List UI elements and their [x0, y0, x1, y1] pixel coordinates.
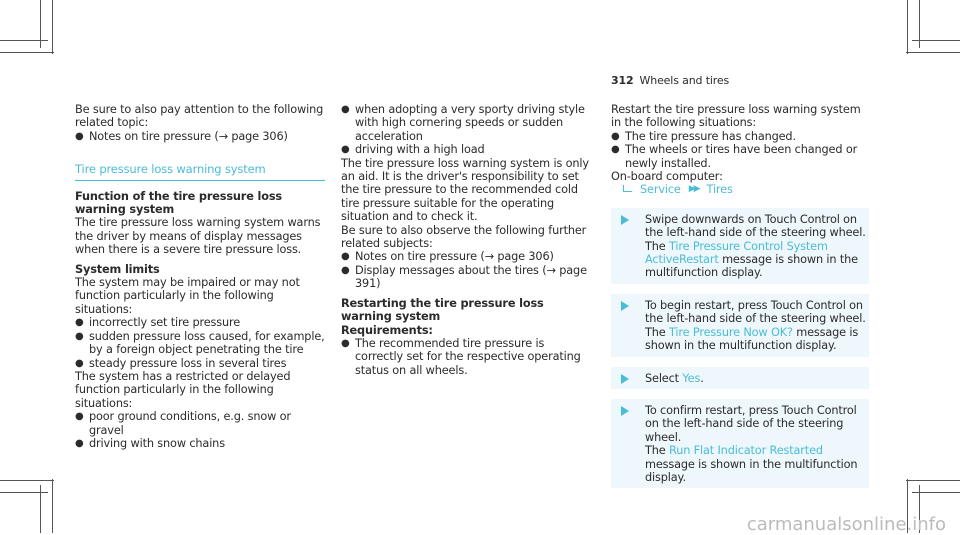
crop-mark: [0, 52, 54, 53]
step-arrow-icon: [621, 406, 629, 416]
restart-heading: Restarting the tire pressure loss warning system: [341, 296, 544, 324]
display-message: Run Flat Indicator Restarted: [669, 444, 823, 458]
list-item: ● driving with a high load: [341, 143, 485, 157]
section-name: Wheels and tires: [639, 74, 730, 87]
menu-arrow-icon: [623, 185, 632, 192]
menu-tires[interactable]: Tires: [706, 183, 733, 197]
step-4: To confirm restart, press Touch Control on the left-hand side of the steering wheel. The Run Flat Indicator Restarted message is shown in the multifunction display.: [611, 399, 869, 488]
column-1: [75, 103, 325, 450]
list-item: ● The recommended tire pressure is correctly set for the respective operating status on all wheels.: [341, 336, 581, 377]
list-item: ● steady pressure loss in several tires: [75, 356, 287, 370]
option-yes[interactable]: Yes: [682, 371, 701, 385]
column-3: [611, 103, 865, 488]
onboard-label: On-board computer:: [611, 170, 723, 184]
list-item: ● driving with snow chains: [75, 436, 225, 450]
page-number: 312: [611, 74, 634, 87]
watermark: carmanualsonline.info: [746, 513, 946, 535]
intro-text: Be sure to also pay attention to the following related topic:: [75, 103, 324, 130]
crop-mark: [912, 492, 960, 493]
double-chevron-icon: ▶▶: [688, 184, 699, 195]
function-heading: Function of the tire pressure loss warning system: [75, 189, 282, 217]
list-item: ● The wheels or tires have been changed or newly installed.: [611, 143, 858, 170]
list-item: ● Notes on tire pressure (→ page 306): [75, 129, 288, 143]
crop-mark: [52, 0, 53, 54]
crop-mark: [906, 52, 960, 53]
list-item: ● sudden pressure loss caused, for example, by a foreign object penetrating the tire: [75, 329, 325, 357]
page-header: [611, 74, 729, 87]
crop-mark: [52, 479, 53, 533]
section-title: Tire pressure loss warning system: [75, 162, 266, 177]
requirements-heading: Requirements:: [341, 323, 433, 337]
crop-mark: [0, 40, 48, 41]
display-message: Tire Pressure Now OK?: [669, 325, 793, 339]
menu-service[interactable]: Service: [640, 183, 681, 197]
crop-mark: [0, 492, 48, 493]
related-link[interactable]: Notes on tire pressure (→ page 306): [89, 129, 288, 143]
delay-intro: The system has a restricted or delayed function particularly in the following situations:: [75, 369, 291, 410]
divider: [75, 180, 325, 181]
list-item: ● Notes on tire pressure (→ page 306): [341, 250, 554, 264]
list-item: ● Display messages about the tires (→ page 391): [341, 263, 587, 291]
list-item: ● when adopting a very sporty driving style with high cornering speeds or sudden acceleration: [341, 103, 585, 143]
step-arrow-icon: [621, 374, 629, 384]
display-message: Tire Pressure Control System ActiveRestart: [645, 239, 828, 267]
list-item: ● incorrectly set tire pressure: [75, 316, 241, 330]
menu-path: [611, 183, 865, 196]
step-2: To begin restart, press Touch Control on the left-hand side of the steering wheel. The Tire Pressure Now OK? message is shown in the multifunction display.: [611, 294, 869, 357]
column-2: [341, 103, 591, 377]
crop-mark: [912, 40, 960, 41]
observe-text: Be sure to also observe the following further related subjects:: [341, 223, 587, 251]
related-link[interactable]: Display messages about the tires (→ page 391): [355, 263, 587, 291]
function-text: The tire pressure loss warning system warns the driver by means of display messages when there is a severe tire pressure loss.: [75, 216, 321, 257]
step-3: Select Yes.: [611, 367, 869, 389]
step-arrow-icon: [621, 215, 629, 225]
step-1: Swipe downwards on Touch Control on the left-hand side of the steering wheel. The Tire Pressure Control System ActiveRestart message is shown in the multifunction display.: [611, 208, 869, 284]
info-text: The tire pressure loss warning system is only an aid. It is the driver's responsibility to set the tire pressure to the recommended cold tire pressure suitable for the operating situation and to check it.: [341, 156, 589, 224]
crop-mark: [0, 480, 54, 481]
list-item: ● The tire pressure has changed.: [611, 129, 796, 143]
crop-mark: [906, 480, 960, 481]
related-link[interactable]: Notes on tire pressure (→ page 306): [355, 250, 554, 264]
crop-mark: [907, 0, 908, 54]
limits-intro: The system may be impaired or may not function particularly in the following situations:: [75, 276, 300, 316]
limits-heading: System limits: [75, 262, 160, 276]
list-item: ● poor ground conditions, e.g. snow or gravel: [75, 410, 291, 437]
restart-intro: Restart the tire pressure loss warning system in the following situations:: [611, 103, 861, 130]
step-arrow-icon: [621, 301, 629, 311]
